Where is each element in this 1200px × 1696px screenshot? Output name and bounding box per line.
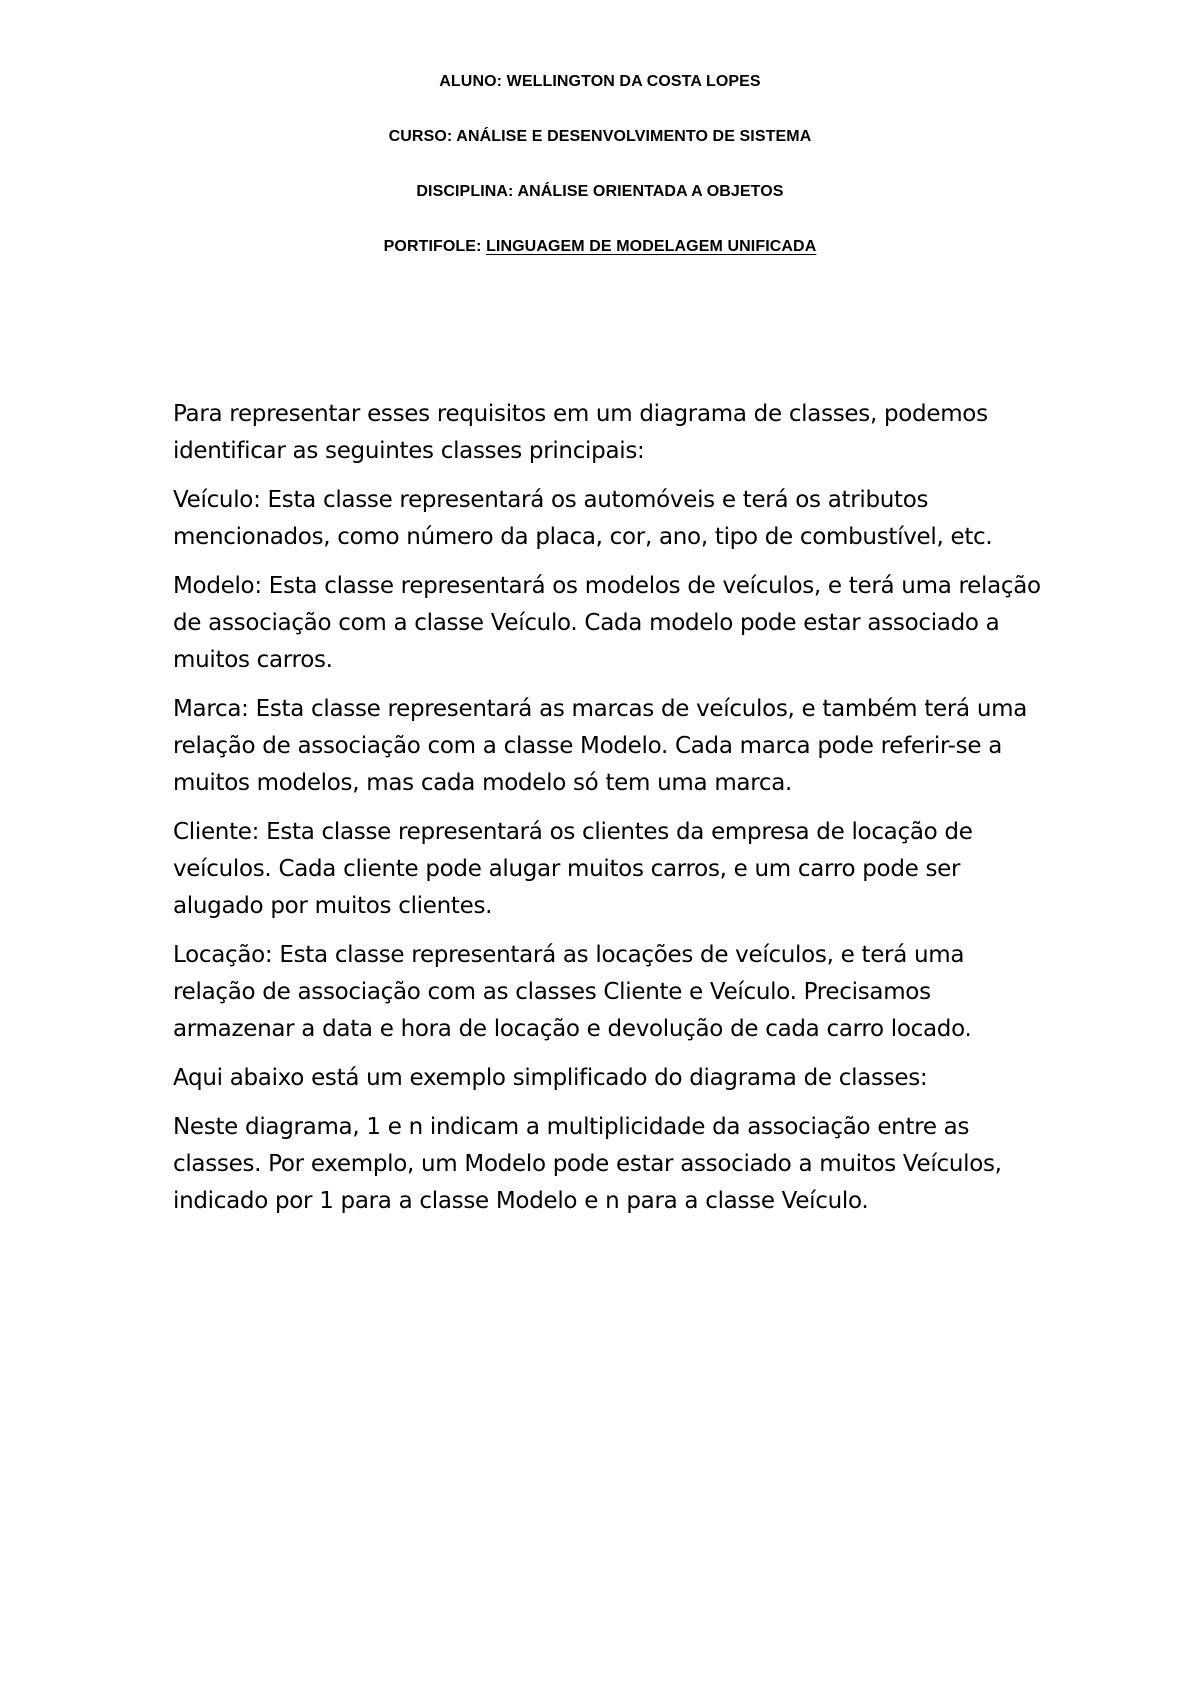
document-header — [0, 72, 1200, 292]
portfolio-label: PORTIFOLE: — [383, 238, 482, 255]
discipline-line — [0, 182, 1200, 237]
portfolio-line — [0, 237, 1200, 292]
discipline-label: DISCIPLINA: — [416, 183, 514, 200]
course-label: CURSO: — [388, 128, 453, 145]
document-body — [173, 396, 1053, 1232]
paragraph-cliente: Cliente: Esta classe representará os clientes da empresa de locação de veículos. Cada cliente pode alugar muitos carros, e um carro pode ser alugado por muitos clientes. — [173, 819, 973, 919]
portfolio-title: LINGUAGEM DE MODELAGEM UNIFICADA — [486, 238, 817, 255]
paragraph-modelo: Modelo: Esta classe representará os modelos de veículos, e terá uma relação de associação com a classe Veículo. Cada modelo pode estar associado a muitos carros. — [173, 573, 1041, 673]
course-name: ANÁLISE E DESENVOLVIMENTO DE SISTEMA — [456, 128, 812, 145]
student-name: WELLINGTON DA COSTA LOPES — [506, 73, 761, 90]
course-line — [0, 127, 1200, 182]
paragraph-veiculo: Veículo: Esta classe representará os automóveis e terá os atributos mencionados, como número da placa, cor, ano, tipo de combustível, etc. — [173, 487, 993, 550]
student-line — [0, 72, 1200, 127]
discipline-name: ANÁLISE ORIENTADA A OBJETOS — [517, 183, 784, 200]
student-label: ALUNO: — [439, 73, 503, 90]
paragraph-intro: Para representar esses requisitos em um diagrama de classes, podemos identificar as seguintes classes principais: — [173, 401, 988, 464]
paragraph-diagram-intro: Aqui abaixo está um exemplo simplificado do diagrama de classes: — [173, 1065, 928, 1091]
paragraph-multiplicity: Neste diagrama, 1 e n indicam a multiplicidade da associação entre as classes. Por exemplo, um Modelo pode estar associado a muitos Veículos, indicado por 1 para a classe Modelo e n para a classe Veículo. — [173, 1114, 1002, 1214]
paragraph-marca: Marca: Esta classe representará as marcas de veículos, e também terá uma relação de associação com a classe Modelo. Cada marca pode referir-se a muitos modelos, mas cada modelo só tem uma marca. — [173, 696, 1027, 796]
paragraph-locacao: Locação: Esta classe representará as locações de veículos, e terá uma relação de associação com as classes Cliente e Veículo. Precisamos armazenar a data e hora de locação e devolução de cada carro locado. — [173, 942, 972, 1042]
